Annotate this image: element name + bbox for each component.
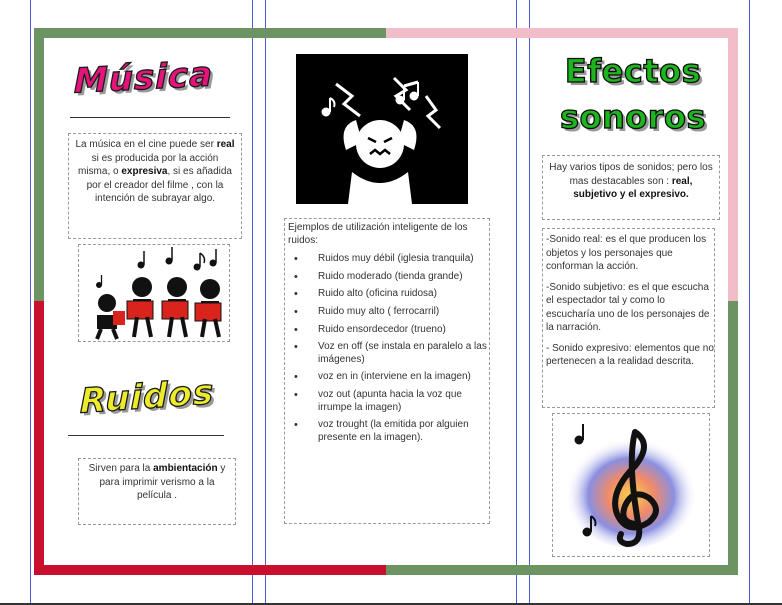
examples-box xyxy=(284,218,490,524)
musica-text: La música en el cine puede ser xyxy=(75,139,217,150)
frame-top-pink xyxy=(386,28,738,38)
musica-bold-real: real xyxy=(216,139,235,150)
page-margin-guide xyxy=(749,0,750,605)
list-item: • Ruidos muy débil (iglesia tranquila) xyxy=(288,253,489,266)
efectos-title-line2: sonoros xyxy=(559,98,707,136)
ruidos-text-box xyxy=(78,458,236,525)
def-sonido-expresivo: - Sonido expresivo: elementos que no pertenecen a la realidad descrita. xyxy=(546,342,714,367)
list-item: • Voz en off (se instala en paralelo a las imágenes) xyxy=(288,341,489,366)
def-sonido-subjetivo: -Sonido subjetivo: es el que escucha el espectador tal y como lo escucharía uno de los personajes de la narración. xyxy=(546,281,710,333)
list-item: • voz out (apunta hacia la voz que irrumpe la imagen) xyxy=(288,389,489,414)
frame-left-red xyxy=(34,301,44,575)
list-item: • voz trought (la emitida por alguien presente en la imagen). xyxy=(288,419,489,444)
singers-illustration xyxy=(78,244,230,342)
musica-text: , si es añadida por el creador del filme , con la intención de subrayar algo. xyxy=(86,166,232,204)
musica-text-box xyxy=(68,133,242,239)
divider xyxy=(68,435,224,436)
column-guide xyxy=(516,0,517,605)
list-item: • Ruido muy alto ( ferrocarril) xyxy=(288,306,489,319)
list-item: • Ruido moderado (tienda grande) xyxy=(288,271,489,284)
musica-bold-expresiva: expresiva xyxy=(121,166,168,177)
ruidos-text: y para imprimir verismo a la película . xyxy=(99,463,226,501)
def-sonido-real: -Sonido real: es el que producen los objetos y los personajes que conforman la acción. xyxy=(546,234,707,272)
frame-bottom-green xyxy=(386,565,738,575)
examples-list xyxy=(288,253,489,444)
efectos-title-line1: Efectos xyxy=(564,52,702,90)
musica-text: si es producida por la acción misma, o xyxy=(78,152,219,177)
list-item: • Ruido alto (oficina ruidosa) xyxy=(288,288,489,301)
list-item: • voz en in (interviene en la imagen) xyxy=(288,371,489,384)
ruidos-text: Sirven para la xyxy=(88,463,154,474)
frame-right-green xyxy=(728,301,738,575)
frame-right-pink xyxy=(728,28,738,301)
frame-left-green xyxy=(34,28,44,301)
list-item: • Ruido ensordecedor (trueno) xyxy=(288,324,489,337)
column-guide xyxy=(529,0,530,605)
frame-bottom-red xyxy=(34,565,386,575)
column-guide xyxy=(252,0,253,605)
efectos-intro-box xyxy=(542,155,720,220)
headache-illustration xyxy=(296,54,468,204)
efectos-definitions-box xyxy=(542,228,715,408)
divider xyxy=(70,117,230,118)
examples-intro: Ejemplos de utilización inteligente de los ruidos: xyxy=(288,222,468,246)
efectos-intro-text: Hay varios tipos de sonidos; pero los mas destacables son : xyxy=(549,162,713,187)
page-margin-guide xyxy=(30,0,31,605)
column-guide xyxy=(265,0,266,605)
ruidos-bold-ambientacion: ambientación xyxy=(153,463,218,474)
frame-top-green xyxy=(34,28,386,38)
efectos-intro-bold: real, subjetivo y el expresivo. xyxy=(573,175,693,200)
treble-clef-illustration xyxy=(552,413,710,557)
ruidos-title: Ruidos xyxy=(80,372,215,422)
musica-title: Música xyxy=(74,54,214,102)
